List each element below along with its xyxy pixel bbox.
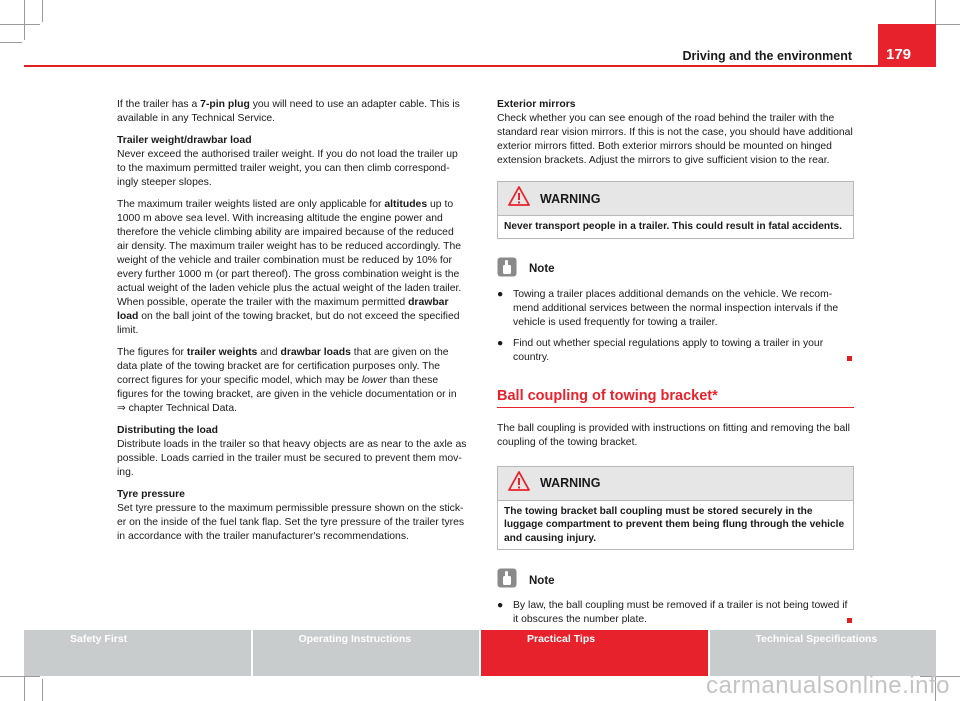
- left-column: [117, 98, 467, 552]
- note-title: Note: [529, 574, 555, 587]
- warning-triangle-icon: [508, 471, 530, 496]
- crop-mark: [24, 0, 25, 40]
- header-rule: [24, 65, 936, 67]
- note-hand-icon: [497, 568, 517, 593]
- tab-practical-tips[interactable]: Practical Tips: [481, 630, 708, 676]
- section-title: Ball coupling of towing bracket*: [497, 389, 854, 408]
- note-title: Note: [529, 263, 555, 275]
- warning-header: [498, 182, 853, 216]
- footer-nav: [24, 630, 936, 676]
- tab-technical-specifications[interactable]: Technical Specifications: [710, 630, 937, 676]
- warning-text: The towing bracket ball coupling must be stored securely in the luggage compartment to prevent them being flung through the vehicle and causing injury.: [504, 505, 845, 544]
- header-title: Driving and the environment: [682, 49, 852, 63]
- paragraph: Set tyre pressure to the maximum permissible pressure shown on the sticker on the inside of the fuel tank flap. Set the tyre pressure of the trailer tyres in accordance with the trailer manufacturer's recommendations.: [117, 503, 465, 542]
- crop-mark: [0, 24, 40, 25]
- crop-mark: [42, 679, 43, 701]
- note-header: [497, 568, 854, 593]
- end-of-section-mark: [847, 356, 852, 361]
- warning-header: [498, 467, 853, 501]
- paragraph: Check whether you can see enough of the road behind the trailer with the standard rear vision mirrors. If this is not the case, you should have additional exterior mirrors fitted. Both exterior mirrors should be mounted on hinged extension brackets. Adjust the mirrors to give sufficient vision to the rear.: [497, 113, 853, 166]
- warning-title: WARNING: [540, 476, 601, 490]
- subheading-trailer-weight: Trailer weight/drawbar load: [117, 135, 252, 146]
- paragraph: Never exceed the authorised trailer weight. If you do not load the trailer up to the maximum permitted trailer weight, you can then climb correspondingly steeper slopes.: [117, 149, 458, 188]
- tab-safety-first[interactable]: Safety First: [24, 630, 251, 676]
- list-item: ● Towing a trailer places additional demands on the vehicle. We recommend additional services between the normal inspection intervals if the vehicle is used frequently for towing a trailer.: [497, 288, 839, 328]
- warning-triangle-icon: [508, 186, 530, 211]
- warning-text: Never transport people in a trailer. This could result in fatal accidents.: [504, 221, 842, 232]
- subheading-distributing-load: Distributing the load: [117, 425, 219, 436]
- right-column: [497, 98, 854, 634]
- warning-title: WARNING: [540, 191, 601, 206]
- page-number: 179: [878, 24, 936, 67]
- paragraph: The figures for trailer weights and drawbar loads that are given on the data plate of the towing bracket are for certification purposes only. The correct figures for your specific model, which may be lower than these figures for the towing bracket, are given in the vehicle documentation or in ⇒ chapter Technical Data.: [117, 347, 457, 414]
- warning-box: [497, 181, 854, 239]
- paragraph: The ball coupling is provided with instructions on fitting and removing the ball coupling of the towing bracket.: [497, 422, 850, 448]
- subheading-tyre-pressure: Tyre pressure: [117, 489, 185, 500]
- note-hand-icon: [497, 257, 517, 282]
- list-item: ● By law, the ball coupling must be removed if a trailer is not being towed if it obscures the number plate.: [497, 599, 854, 627]
- crop-mark: [42, 0, 43, 22]
- watermark: carmanualsonline.info: [706, 672, 950, 699]
- warning-box: [497, 466, 854, 551]
- paragraph: The maximum trailer weights listed are only applicable for altitudes up to 1000 m above sea level. With increasing altitude the engine power and therefore the vehicle climbing ability are impaired because of the reduced air density. The maximum trailer weight has to be reduced accordingly. The weight of the vehicle and trailer combination must be reduced by 10% for every further 1000 m (or part thereof). The gross combination weight is the actual weight of the laden vehicle plus the actual weight of the laden trailer. When possible, operate the trailer with the maximum permitted drawbar load on the ball joint of the towing bracket, but do not exceed the specified limit.: [117, 199, 462, 336]
- end-of-section-mark: [847, 618, 852, 623]
- tab-operating-instructions[interactable]: Operating Instructions: [253, 630, 480, 676]
- paragraph: Distribute loads in the trailer so that heavy objects are as near to the axle as possible. Loads carried in the trailer must be secured to prevent them moving.: [117, 439, 467, 478]
- crop-mark: [0, 676, 40, 677]
- note-header: [497, 257, 854, 282]
- list-item: ● Find out whether special regulations apply to towing a trailer in your country.: [497, 337, 854, 365]
- paragraph: If the trailer has a 7-pin plug you will need to use an adapter cable. This is available in any Technical Service.: [117, 99, 460, 124]
- subheading-exterior-mirrors: Exterior mirrors: [497, 99, 576, 110]
- crop-mark: [0, 42, 22, 43]
